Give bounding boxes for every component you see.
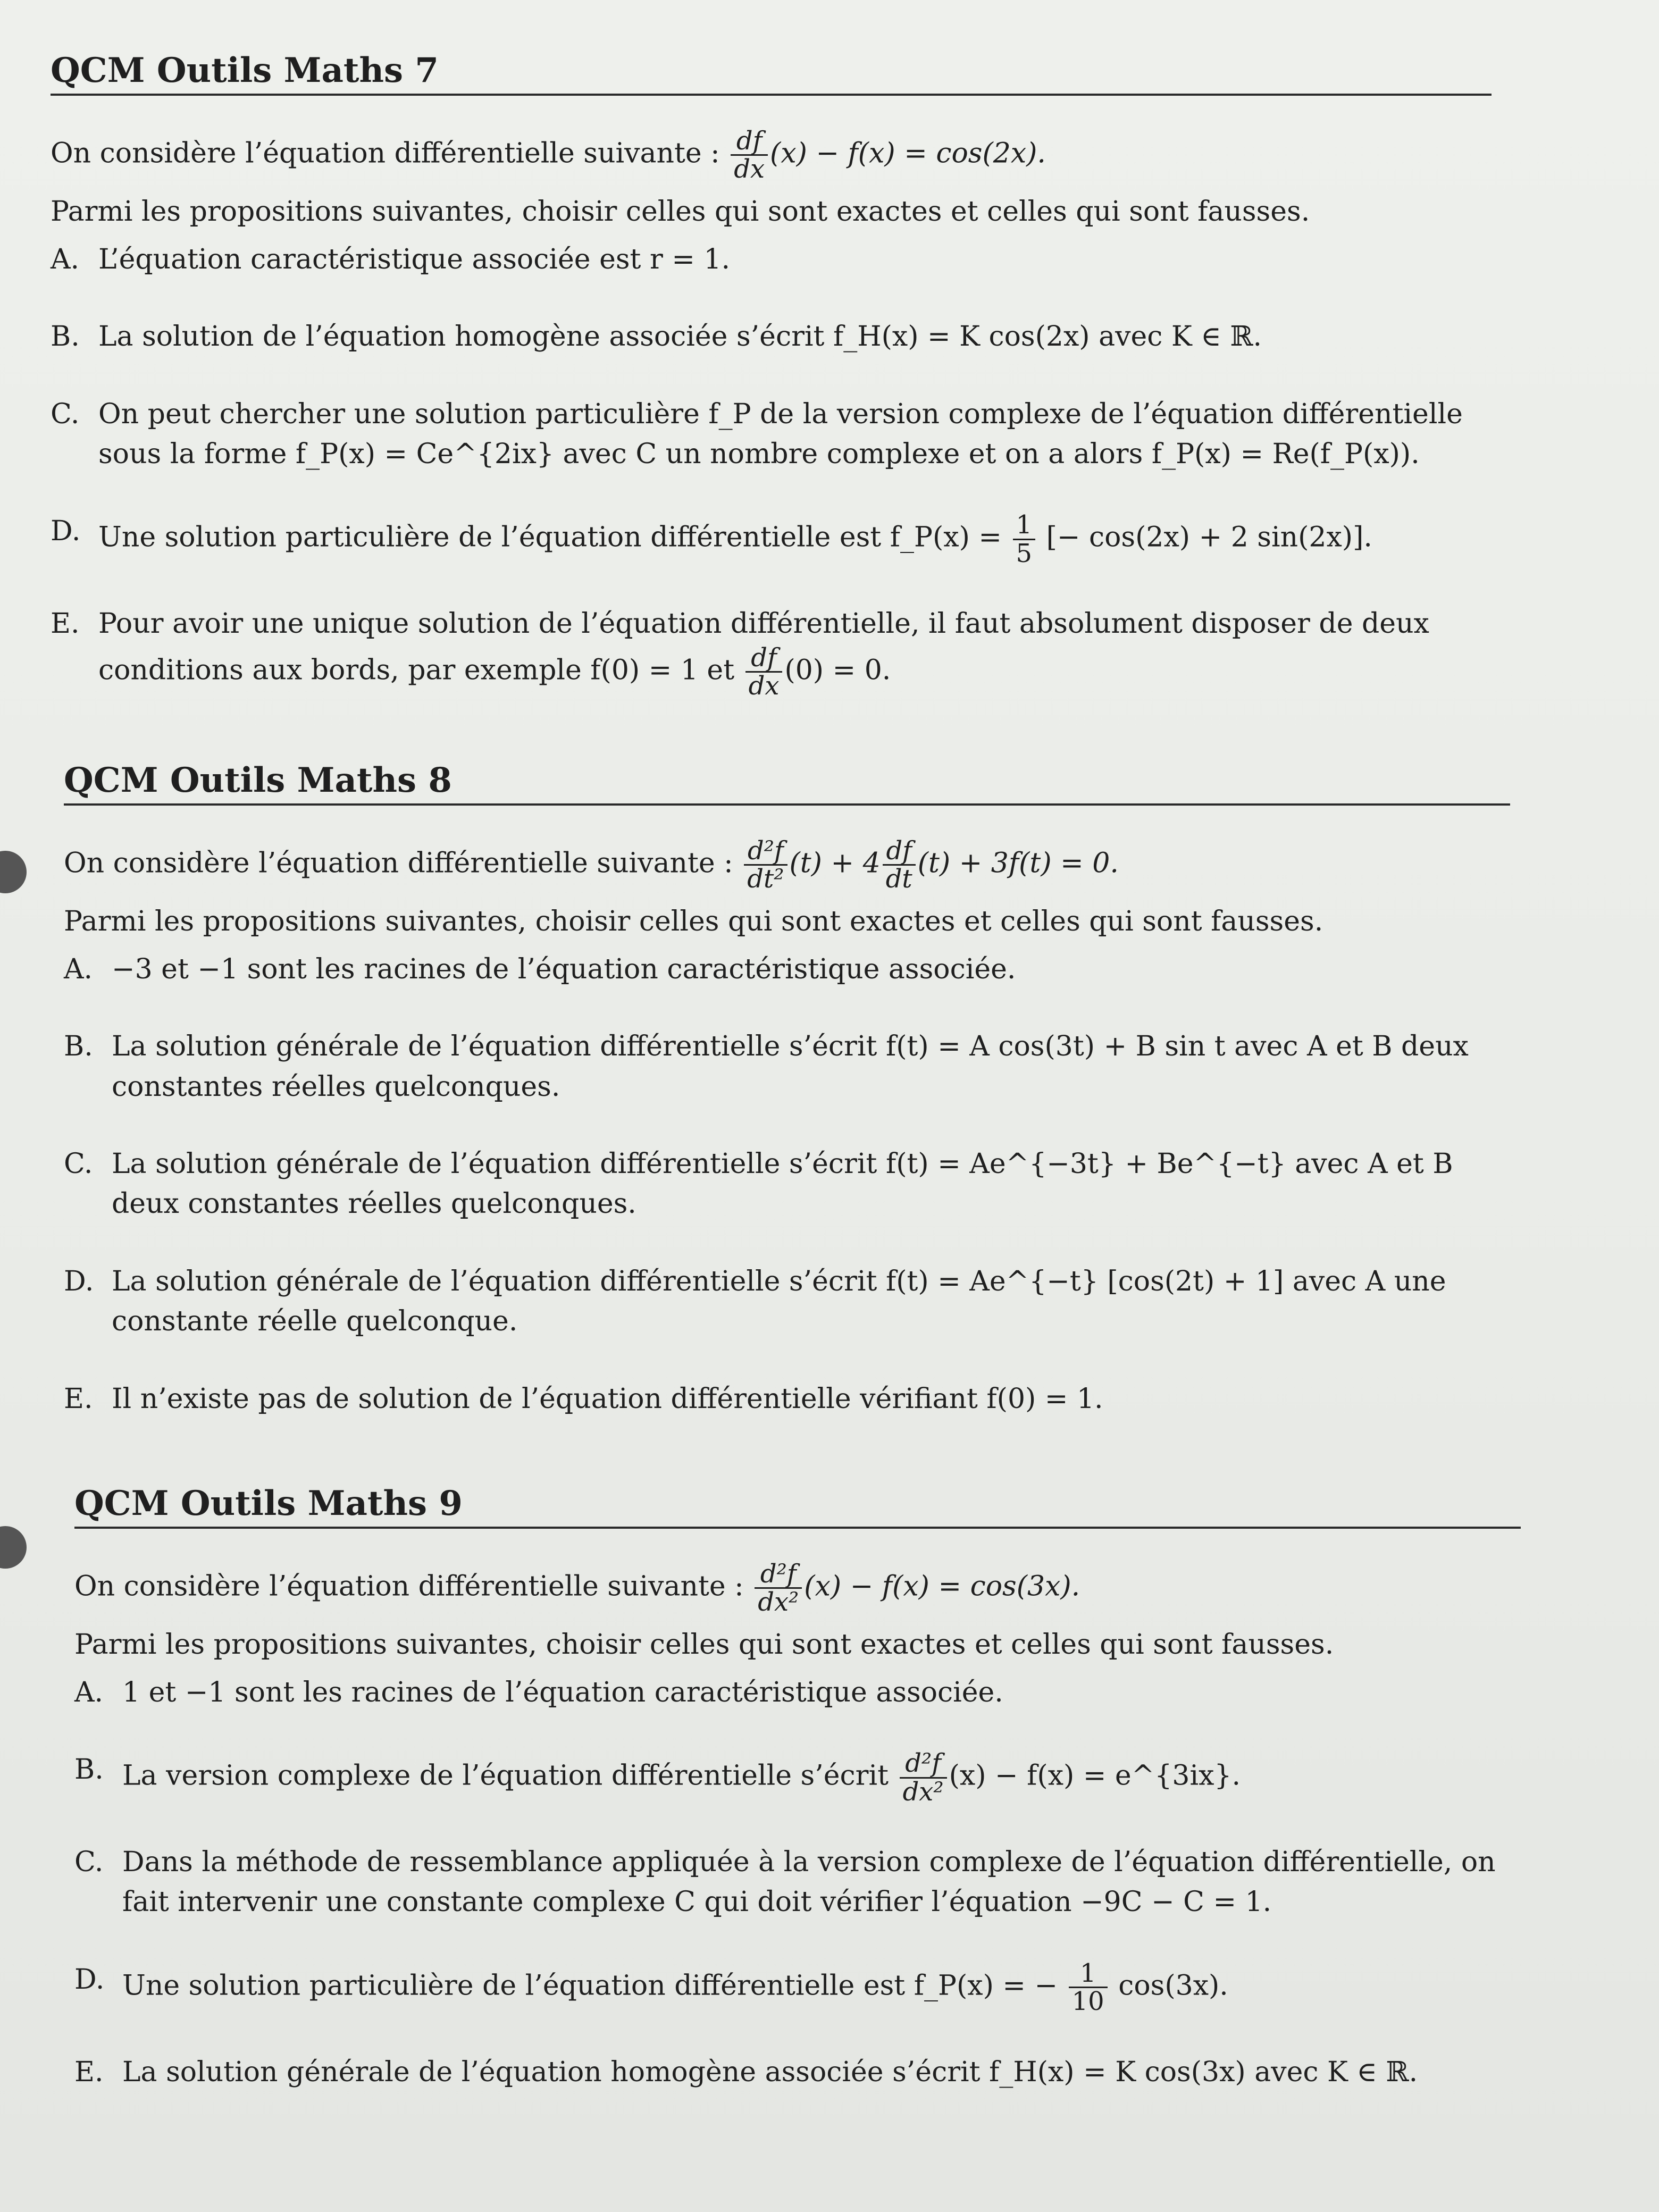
intro-text: On considère l’équation différentielle suivante : xyxy=(51,137,720,170)
section-intro: On considère l’équation différentielle suivante : $\frac{\text{d²f}}{\text{dt²}}$ (t) + 4 $\frac{df}{dt}$ (t) + 3f(t) = 0. xyxy=(64,836,1119,894)
intro-text: On considère l’équation différentielle suivante : xyxy=(74,1570,744,1603)
options-list xyxy=(64,950,1510,1419)
option-item: D. La solution générale de l’équation différentielle s’écrit f(t) = Ae^{−t} [cos(2t) + 1] avec A une constante réelle quelconque. xyxy=(64,1265,1446,1338)
option-item: C. La solution générale de l’équation différentielle s’écrit f(t) = Ae^{−3t} + Be^{−t} avec A et B deux constantes réelles quelconques. xyxy=(64,1147,1453,1220)
option-item: A. L’équation caractéristique associée est r = 1. xyxy=(51,243,731,275)
option-item: B. La solution de l’équation homogène associée s’écrit f_H(x) = K cos(2x) avec K ∈ ℝ. xyxy=(51,321,1262,353)
section-title: QCM Outils Maths 8 xyxy=(64,760,1510,806)
section-title: QCM Outils Maths 7 xyxy=(51,51,1492,96)
options-list xyxy=(51,240,1492,700)
option-item: B. La version complexe de l’équation différentielle s’écrit $\frac{\text{d²f}}{\text{dx²}}$ (x) − f(x) = e^{3ix}. xyxy=(74,1748,1241,1807)
qcm-section-8 xyxy=(64,760,1510,1456)
section-title: QCM Outils Maths 9 xyxy=(74,1484,1521,1529)
binder-hole xyxy=(0,851,27,893)
equation-text: (x) − f(x) = cos(2x). xyxy=(770,137,1046,170)
option-item: A. −3 et −1 sont les racines de l’équation caractéristique associée. xyxy=(64,953,1016,985)
option-item: E. Il n’existe pas de solution de l’équation différentielle vérifiant f(0) = 1. xyxy=(64,1382,1103,1415)
qcm-section-7 xyxy=(51,51,1492,736)
section-instruction: Parmi les propositions suivantes, choisir celles qui sont exactes et celles qui sont fausses. xyxy=(64,905,1323,937)
intro-text: On considère l’équation différentielle suivante : xyxy=(64,847,733,879)
option-item: D. Une solution particulière de l’équation différentielle est f_P(x) = $\frac{1}{5}$ [− cos(2x) + 2 sin(2x)]. xyxy=(51,510,1372,568)
section-intro xyxy=(51,128,1492,183)
binder-hole xyxy=(0,1526,27,1569)
option-item: C. Dans la méthode de ressemblance appliquée à la version complexe de l’équation différentielle, on fait intervenir une constante complexe C qui doit vérifier l’équation −9C − C = 1. xyxy=(74,1846,1496,1918)
section-instruction: Parmi les propositions suivantes, choisir celles qui sont exactes et celles qui sont fausses. xyxy=(51,195,1310,228)
options-list xyxy=(74,1673,1521,2092)
section-intro: On considère l’équation différentielle suivante : $\frac{\text{d²f}}{\text{dx²}}$ (x) − f(x) = cos(3x). xyxy=(74,1559,1080,1618)
option-item: A. 1 et −1 sont les racines de l’équation caractéristique associée. xyxy=(74,1676,1003,1708)
section-instruction: Parmi les propositions suivantes, choisir celles qui sont exactes et celles qui sont fausses. xyxy=(74,1628,1334,1661)
option-item: D. Une solution particulière de l’équation différentielle est f_P(x) = − $\frac{1}{10}$ cos(3x). xyxy=(74,1958,1228,2017)
option-item: E. Pour avoir une unique solution de l’équation différentielle, il faut absolument disposer de deux conditions aux bords, par exemple f(0) = 1 et $\frac{df}{dx}$ (0) = 0. xyxy=(51,608,1429,701)
fraction: $\frac{df}{dx}$ xyxy=(731,128,768,183)
option-item: B. La solution générale de l’équation différentielle s’écrit f(t) = A cos(3t) + B sin t avec A et B deux constantes réelles quelconques. xyxy=(64,1030,1469,1103)
option-item: C. On peut chercher une solution particulière f_P de la version complexe de l’équation différentielle sous la forme f_P(x) = Ce^{2ix} avec C un nombre complexe et on a alors f_P(x) = Re(f_P(x)). xyxy=(51,398,1463,470)
qcm-section-9 xyxy=(74,1484,1521,2130)
option-item: E. La solution générale de l’équation homogène associée s’écrit f_H(x) = K cos(3x) avec K ∈ ℝ. xyxy=(74,2056,1418,2088)
